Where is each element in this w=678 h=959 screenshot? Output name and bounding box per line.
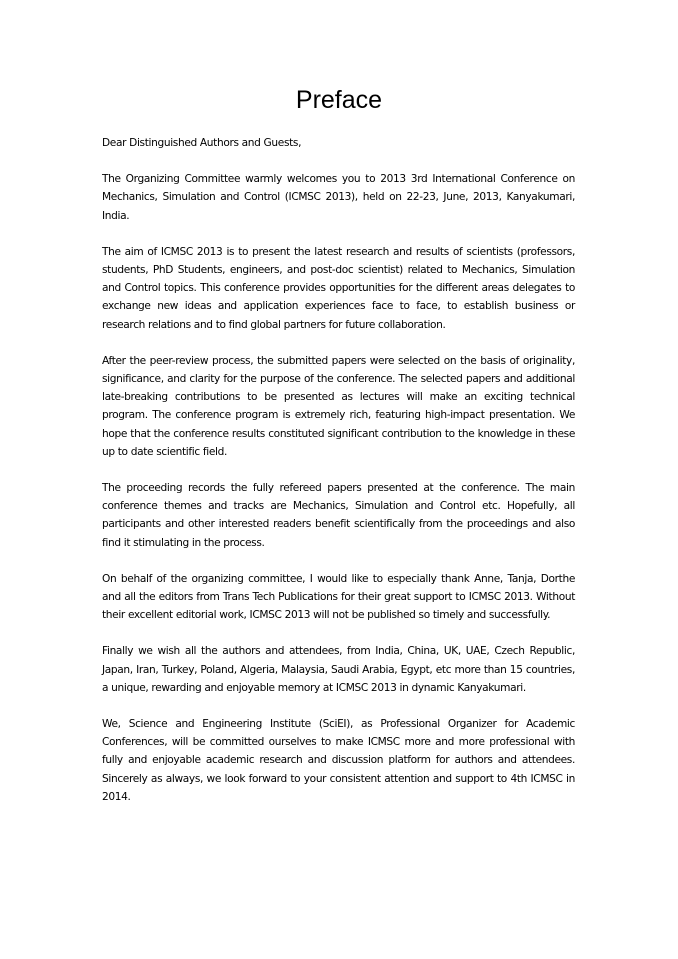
paragraph-welcome: The Organizing Committee warmly welcomes you to 2013 3rd International Conference on Mechanics, Simulation and Control (ICMSC 2013), held on 22-23, June, 2013, Kanyakumari, India.: [102, 173, 575, 222]
paragraph-organizer: We, Science and Engineering Institute (SciEI), as Professional Organizer for Academic Conferences, will be committed ourselves to make ICMSC more and more professional with fully and enjoyable academic research and discussion platform for authors and attendees. Sincerely as always, we look forward to your consistent attention and support to 4th ICMSC in 2014.: [102, 718, 575, 803]
page-title: Preface: [295, 86, 383, 114]
paragraph-aim: The aim of ICMSC 2013 is to present the latest research and results of scientists (professors, students, PhD Students, engineers, and post-doc scientist) related to Mechanics, Simulation and Control topics. This conference provides opportunities for the different areas delegates to exchange new ideas and application experiences face to face, to establish business or research relations and to find global partners for future collaboration.: [102, 245, 575, 331]
document-body: [102, 134, 575, 824]
paragraph-review-process: After the peer-review process, the submitted papers were selected on the basis of originality, significance, and clarity for the purpose of the conference. The selected papers and additional late-breaking contributions to be presented as lectures will make an exciting technical program. The conference program is extremely rich, featuring high-impact presentation. We hope that the conference results constituted significant contribution to the knowledge in these up to date scientific field.: [102, 354, 575, 458]
paragraph-attendees: Finally we wish all the authors and attendees, from India, China, UK, UAE, Czech Republic, Japan, Iran, Turkey, Poland, Algeria, Malaysia, Saudi Arabia, Egypt, etc more than 15 countries, a unique, rewarding and enjoyable memory at ICMSC 2013 in dynamic Kanyakumari.: [102, 645, 575, 694]
paragraph-proceedings: The proceeding records the fully refereed papers presented at the conference. The main conference themes and tracks are Mechanics, Simulation and Control etc. Hopefully, all participants and other interested readers benefit scientifically from the proceedings and also find it stimulating in the process.: [102, 482, 575, 549]
paragraph-acknowledgement: On behalf of the organizing committee, I would like to especially thank Anne, Tanja, Dorthe and all the editors from Trans Tech Publications for their great support to ICMSC 2013. Without their excellent editorial work, ICMSC 2013 will not be published so timely and successfully.: [102, 572, 575, 622]
salutation: Dear Distinguished Authors and Guests,: [102, 137, 302, 149]
